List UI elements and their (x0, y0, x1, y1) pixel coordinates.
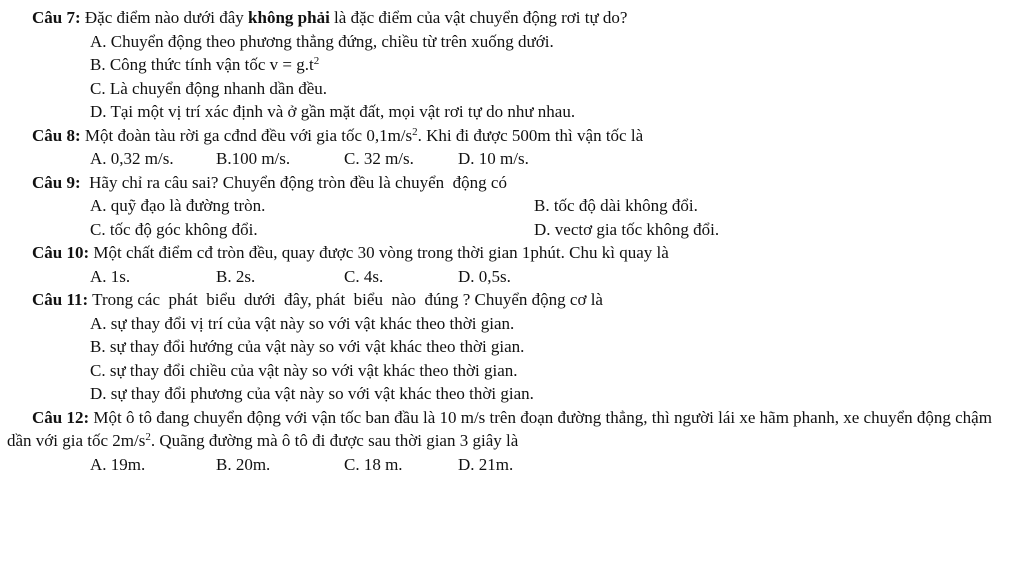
question-8-text-a: Một đoàn tàu rời ga cđnd đều với gia tốc 0,1m/s (80, 125, 413, 145)
q11-option-d: D. sự thay đổi phương của vật này so với vật khác theo thời gian. (90, 384, 534, 403)
q9-option-c: C. tốc độ góc không đổi. (90, 219, 258, 239)
question-12-text-a: Một ô tô đang chuyển động với vận tốc ban đầu là 10 m/s trên đoạn đường thẳng, thì người lái xe hãm phanh, xe chuyển động chậm dần với gia tốc 2m/s (7, 407, 992, 450)
q8-options-row (90, 147, 1016, 171)
q8-option-c: C. 32 m/s. (344, 149, 414, 168)
q10-option-c: C. 4s. (344, 266, 384, 286)
q12-options-row (90, 453, 1016, 477)
question-7-text-a: Đặc điểm nào dưới đây (80, 8, 249, 27)
question-10 (32, 241, 1016, 265)
q11-option-a: A. sự thay đổi vị trí của vật này so với vật khác theo thời gian. (90, 313, 515, 333)
q7-option-b-line (90, 53, 1016, 77)
q7-option-c: C. Là chuyển động nhanh dần đều. (90, 78, 327, 98)
question-9 (32, 171, 1016, 195)
question-8-label: Câu 8: (32, 125, 81, 145)
q7-option-b: B. Công thức tính vận tốc v = g.t (90, 55, 314, 74)
question-8-exponent: 2 (412, 125, 418, 138)
q12-option-c: C. 18 m. (344, 454, 403, 474)
question-7-label: Câu 7: (32, 8, 81, 27)
question-11-text: Trong các phát biểu dưới đây, phát biểu nào đúng ? Chuyển động cơ là (88, 290, 603, 309)
q8-option-a: A. 0,32 m/s. (90, 149, 174, 168)
question-10-label: Câu 10: (32, 243, 90, 262)
q10-option-b: B. 2s. (216, 266, 256, 286)
question-7 (32, 6, 1016, 30)
q9-option-a: A. quỹ đạo là đường tròn. (90, 196, 266, 215)
q7-option-d: D. Tại một vị trí xác định và ở gần mặt đất, mọi vật rơi tự do như nhau. (90, 102, 576, 121)
q12-option-b: B. 20m. (216, 454, 271, 474)
q8-option-d: D. 10 m/s. (458, 149, 529, 168)
question-10-text: Một chất điểm cđ tròn đều, quay được 30 vòng trong thời gian 1phút. Chu kì quay là (89, 243, 669, 262)
question-9-text: Hãy chỉ ra câu sai? Chuyển động tròn đều là chuyển động có (80, 172, 507, 192)
q12-option-d: D. 21m. (458, 454, 514, 474)
q7-option-b-exponent: 2 (313, 55, 320, 67)
question-9-label: Câu 9: (32, 172, 81, 192)
q9-option-b: B. tốc độ dài không đổi. (534, 196, 698, 215)
q7-option-a: A. Chuyển động theo phương thẳng đứng, chiều từ trên xuống dưới. (90, 31, 554, 51)
q11-option-b: B. sự thay đổi hướng của vật này so với vật khác theo thời gian. (90, 337, 525, 356)
question-12-exponent: 2 (145, 431, 151, 443)
q9-options-row-2 (90, 218, 1016, 242)
question-7-text-b: là đặc điểm của vật chuyển động rơi tự do? (329, 8, 628, 27)
q12-option-a: A. 19m. (90, 454, 146, 474)
q9-option-d: D. vectơ gia tốc không đổi. (534, 219, 720, 239)
q9-options-row-1 (90, 194, 1016, 218)
question-12-text-b: . Quãng đường mà ô tô đi được sau thời gian 3 giây là (150, 431, 519, 450)
question-11 (32, 288, 1016, 312)
question-12-label: Câu 12: (32, 407, 90, 427)
question-8-text-b: . Khi đi được 500m thì vận tốc là (417, 125, 644, 145)
q10-option-d: D. 0,5s. (458, 266, 511, 286)
q10-options-row (90, 265, 1016, 289)
question-7-emphasis: không phải (248, 8, 330, 27)
q11-option-c: C. sự thay đổi chiều của vật này so với vật khác theo thời gian. (90, 360, 518, 380)
q10-option-a: A. 1s. (90, 266, 131, 286)
question-8 (32, 124, 1016, 148)
question-12 (7, 406, 1016, 453)
question-11-label: Câu 11: (32, 290, 89, 309)
q8-option-b: B.100 m/s. (216, 149, 291, 168)
